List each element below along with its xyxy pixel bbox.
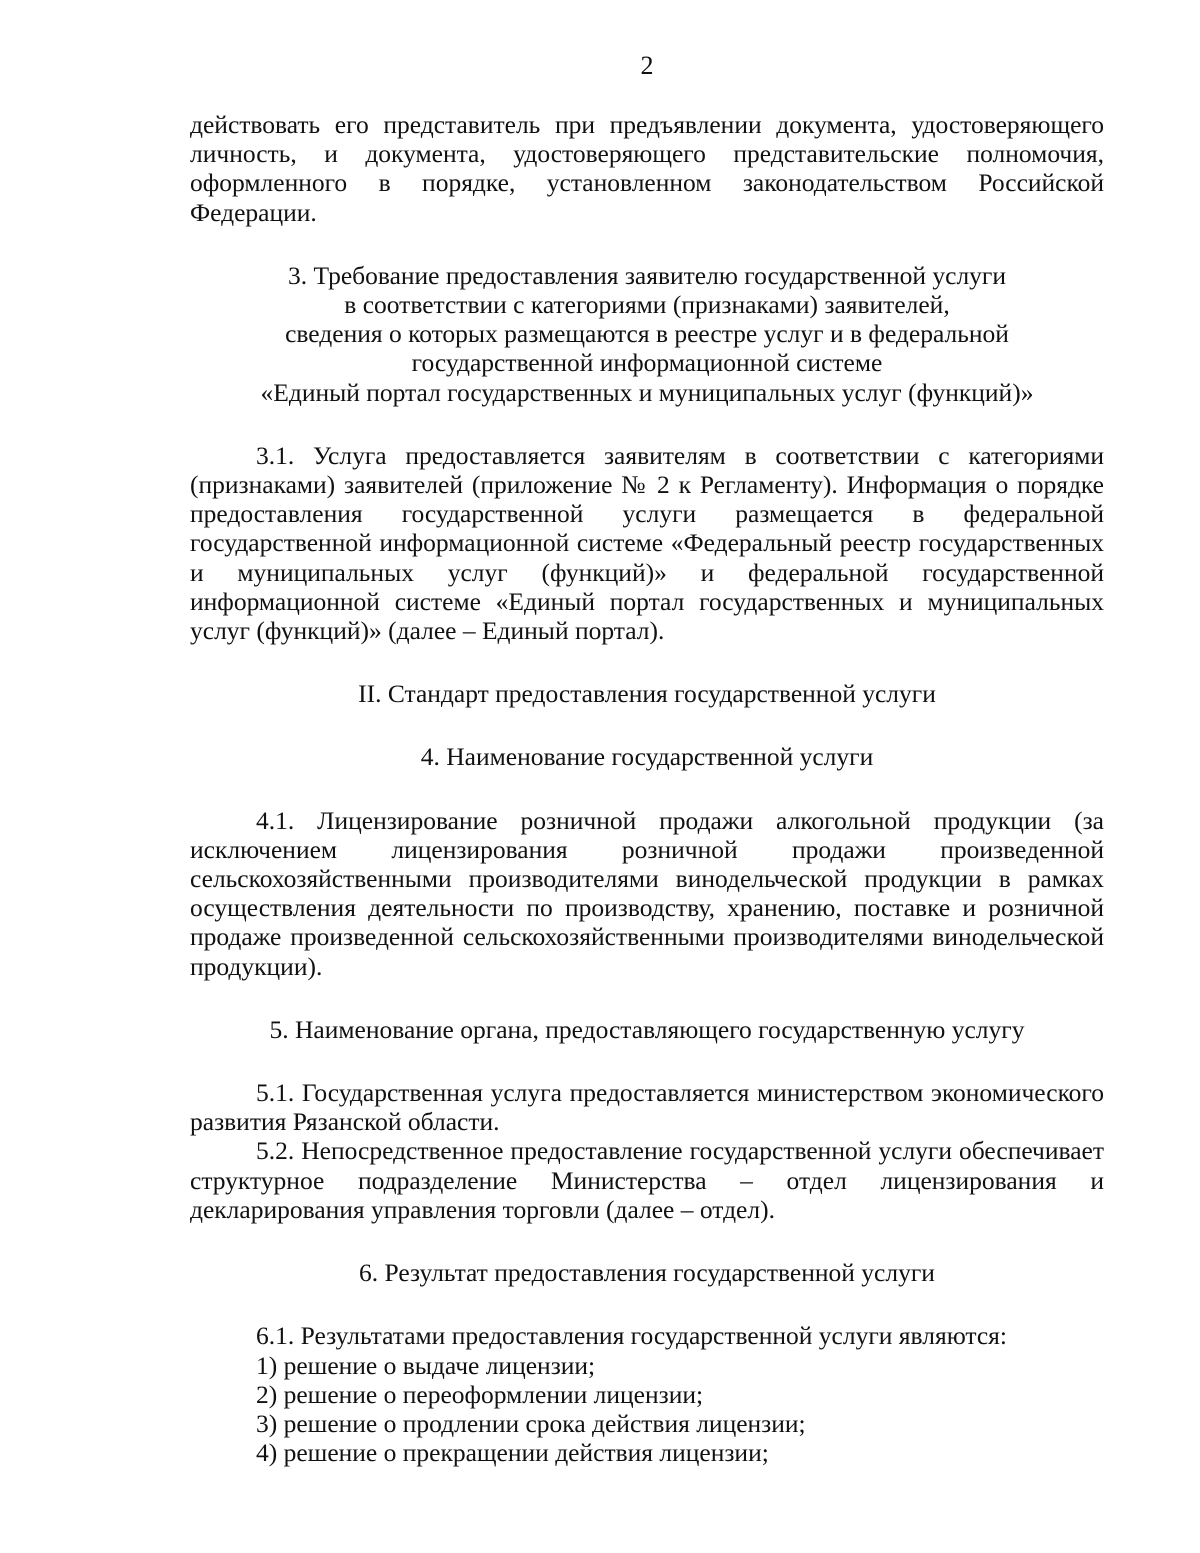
heading-section-3-line-1: 3. Требование предоставления заявителю государственной услуги — [287, 260, 1007, 290]
result-list-item-3: 3) решение о продлении срока действия лицензии; — [256, 1408, 806, 1438]
heading-section-ii: II. Стандарт предоставления государственной услуги — [358, 679, 936, 709]
paragraph-4-1: 4.1. Лицензирование розничной продажи алкогольной продукции (за исключением лицензирования розничной продажи произведенной сельскохозяйственными производителями винодельческой продукции в рамках осуществления деятельности по производству, хранению, поставке и розничной продаже произведенной сельскохозяйственными производителями винодельческой продукции). — [190, 805, 1104, 981]
paragraph-3-1: 3.1. Услуга предоставляется заявителям в соответствии с категориями (признаками) заявителей (приложение № 2 к Регламенту). Информация о порядке предоставления государственной услуги размещается в федеральной государственной информационной системе «Федеральный реестр государственных и муниципальных услуг (функций)» и федеральной государственной информационной системе «Единый портал государственных и муниципальных услуг (функций)» (далее – Единый портал). — [190, 440, 1104, 646]
result-list-item-4: 4) решение о прекращении действия лицензии; — [256, 1438, 769, 1468]
heading-section-3-line-5: «Единый портал государственных и муниципальных услуг (функций)» — [260, 377, 1034, 407]
heading-section-3-line-3: сведения о которых размещаются в реестре услуг и в федеральной — [285, 319, 1009, 349]
heading-section-3-line-4: государственной информационной системе — [411, 348, 883, 378]
paragraph-5-1: 5.1. Государственная услуга предоставляется министерством экономического развития Рязанской области. — [190, 1078, 1104, 1137]
result-list-item-2: 2) решение о переоформлении лицензии; — [256, 1379, 704, 1409]
heading-section-5: 5. Наименование органа, предоставляющего государственную услугу — [269, 1014, 1025, 1044]
result-list-item-1: 1) решение о выдаче лицензии; — [256, 1350, 596, 1380]
document-body — [190, 110, 1104, 1467]
heading-section-6: 6. Результат предоставления государственной услуги — [359, 1258, 935, 1288]
paragraph-5-2: 5.2. Непосредственное предоставление государственной услуги обеспечивает структурное подразделение Министерства – отдел лицензирования и декларирования управления торговли (далее – отдел). — [190, 1136, 1104, 1224]
heading-section-3 — [190, 261, 1104, 407]
page-number: 2 — [640, 51, 654, 80]
heading-section-4: 4. Наименование государственной услуги — [420, 742, 874, 772]
heading-section-3-line-2: в соответствии с категориями (признаками) заявителей, — [344, 290, 950, 320]
paragraph-6-1: 6.1. Результатами предоставления государственной услуги являются: — [256, 1321, 1007, 1351]
paragraph-intro: действовать его представитель при предъявлении документа, удостоверяющего личность, и документа, удостоверяющего представительские полномочия, оформленного в порядке, установленном законодательством Российской Федерации. — [190, 110, 1104, 227]
